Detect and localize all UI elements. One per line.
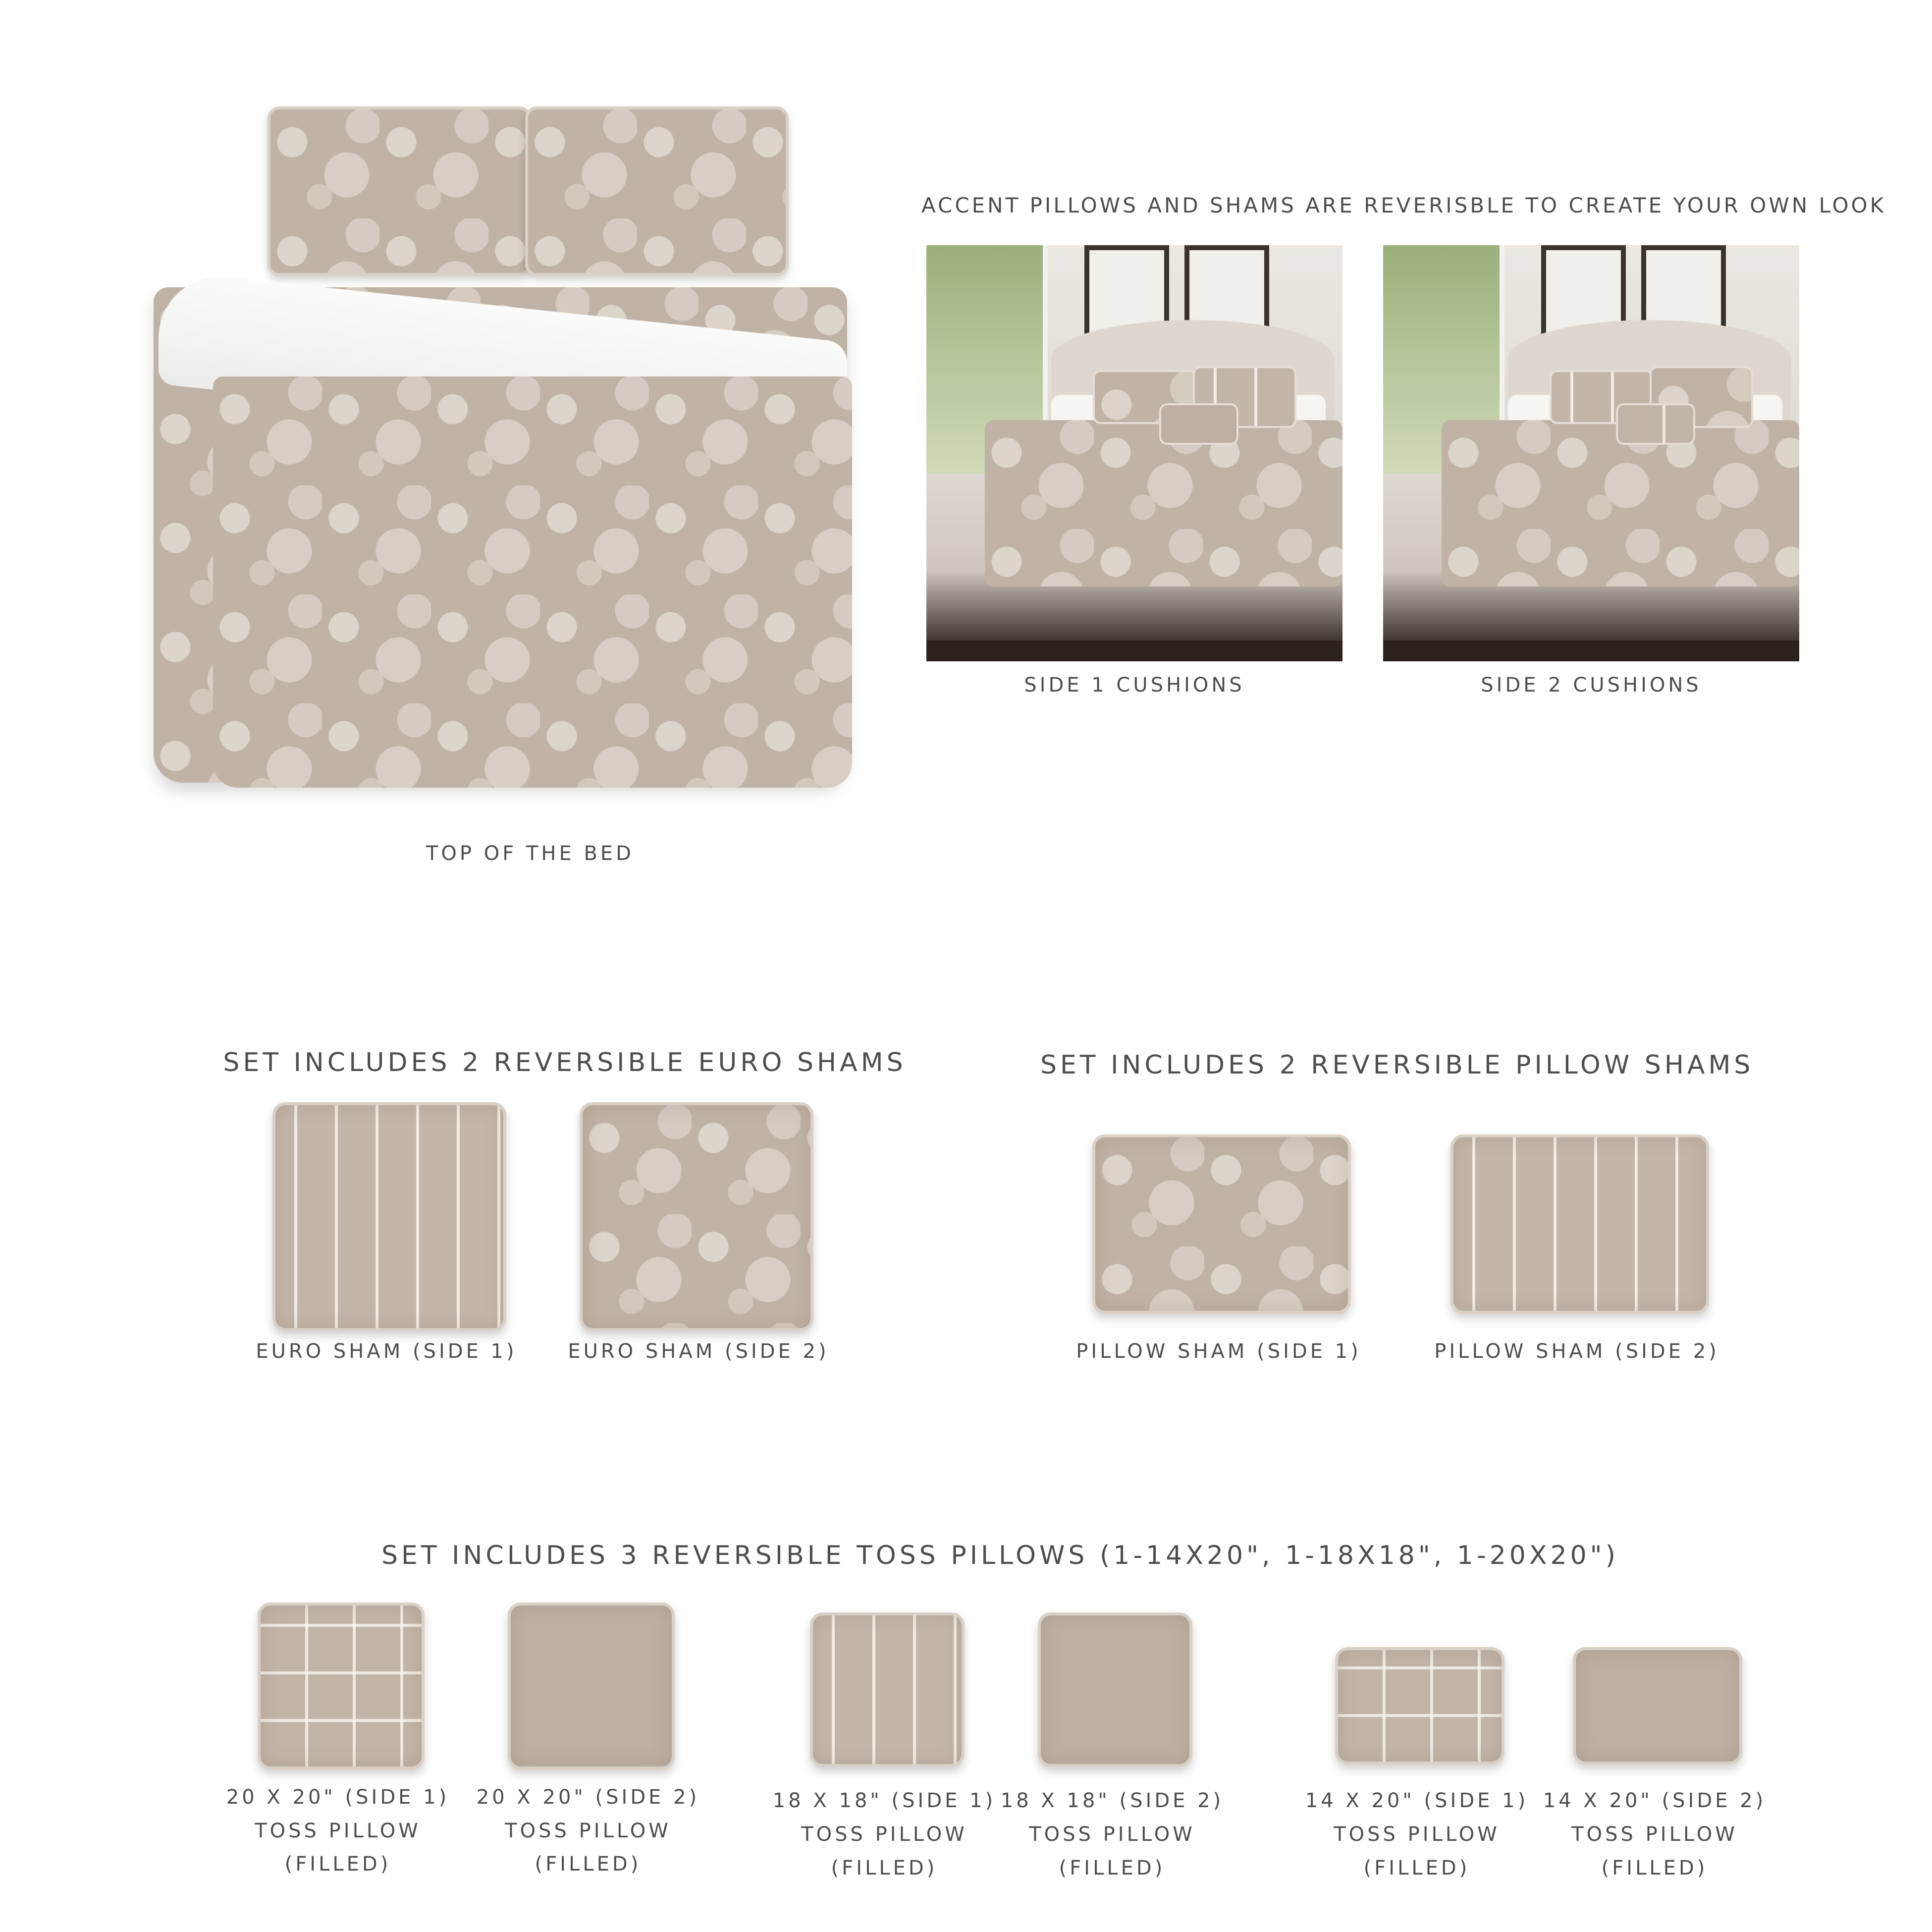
- toss-3-type: TOSS PILLOW: [801, 1823, 967, 1846]
- room-scene-side-2: [1383, 245, 1799, 661]
- toss-6-type: TOSS PILLOW: [1571, 1823, 1738, 1846]
- toss-heading: SET INCLUDES 3 REVERSIBLE TOSS PILLOWS (1-14X20", 1-18X18", 1-20X20"): [381, 1541, 1619, 1570]
- toss-3-filled: (FILLED): [831, 1857, 938, 1879]
- toss-5-size: 14 X 20" (SIDE 1): [1305, 1789, 1529, 1812]
- top-bed-caption: TOP OF THE BED: [426, 842, 634, 865]
- toss-4-type: TOSS PILLOW: [1029, 1823, 1195, 1846]
- toss-pillow-14x20-side-2: [1573, 1647, 1742, 1765]
- toss-pillow-20x20-side-1: [258, 1603, 425, 1770]
- toss-1-type: TOSS PILLOW: [255, 1820, 421, 1842]
- toss-3-size: 18 X 18" (SIDE 1): [772, 1789, 996, 1812]
- toss-5-type: TOSS PILLOW: [1334, 1823, 1500, 1846]
- bed-pillow-left: [268, 107, 531, 276]
- pillow-sham-side-2: [1450, 1134, 1709, 1314]
- bed-duvet-lower: [213, 376, 852, 788]
- euro-sham-side-1: [272, 1102, 506, 1331]
- toss-1-filled: (FILLED): [284, 1853, 391, 1876]
- toss-pillow-14x20-side-1: [1335, 1647, 1504, 1765]
- pillow-sham-1-caption: PILLOW SHAM (SIDE 1): [1076, 1340, 1361, 1363]
- pillow-sham-side-1: [1092, 1134, 1351, 1314]
- bed-pillow-right: [525, 107, 789, 276]
- toss-4-size: 18 X 18" (SIDE 2): [1000, 1789, 1224, 1812]
- euro-sham-1-caption: EURO SHAM (SIDE 1): [256, 1340, 517, 1363]
- room-scene-side-1: [926, 245, 1342, 661]
- toss-6-filled: (FILLED): [1601, 1857, 1708, 1879]
- euro-sham-side-2: [580, 1102, 813, 1331]
- toss-pillow-18x18-side-1: [810, 1612, 965, 1767]
- room-2-caption: SIDE 2 CUSHIONS: [1481, 674, 1702, 697]
- toss-6-size: 14 X 20" (SIDE 2): [1543, 1789, 1767, 1812]
- toss-pillow-20x20-side-2: [508, 1603, 675, 1770]
- pillow-sham-2-caption: PILLOW SHAM (SIDE 2): [1434, 1340, 1719, 1363]
- euro-heading: SET INCLUDES 2 REVERSIBLE EURO SHAMS: [223, 1048, 907, 1077]
- toss-2-size: 20 X 20" (SIDE 2): [476, 1786, 700, 1809]
- toss-4-filled: (FILLED): [1059, 1857, 1166, 1879]
- euro-sham-2-caption: EURO SHAM (SIDE 2): [568, 1340, 829, 1363]
- toss-5-filled: (FILLED): [1363, 1857, 1470, 1879]
- toss-1-size: 20 X 20" (SIDE 1): [226, 1786, 450, 1809]
- room-1-caption: SIDE 1 CUSHIONS: [1024, 674, 1245, 697]
- toss-pillow-18x18-side-2: [1038, 1612, 1192, 1767]
- pillow-heading: SET INCLUDES 2 REVERSIBLE PILLOW SHAMS: [1040, 1050, 1754, 1080]
- toss-2-filled: (FILLED): [535, 1853, 642, 1876]
- accent-heading: ACCENT PILLOWS AND SHAMS ARE REVERISBLE TO CREATE YOUR OWN LOOK: [921, 193, 1886, 217]
- toss-2-type: TOSS PILLOW: [505, 1820, 671, 1842]
- bed-illustration: [149, 99, 872, 822]
